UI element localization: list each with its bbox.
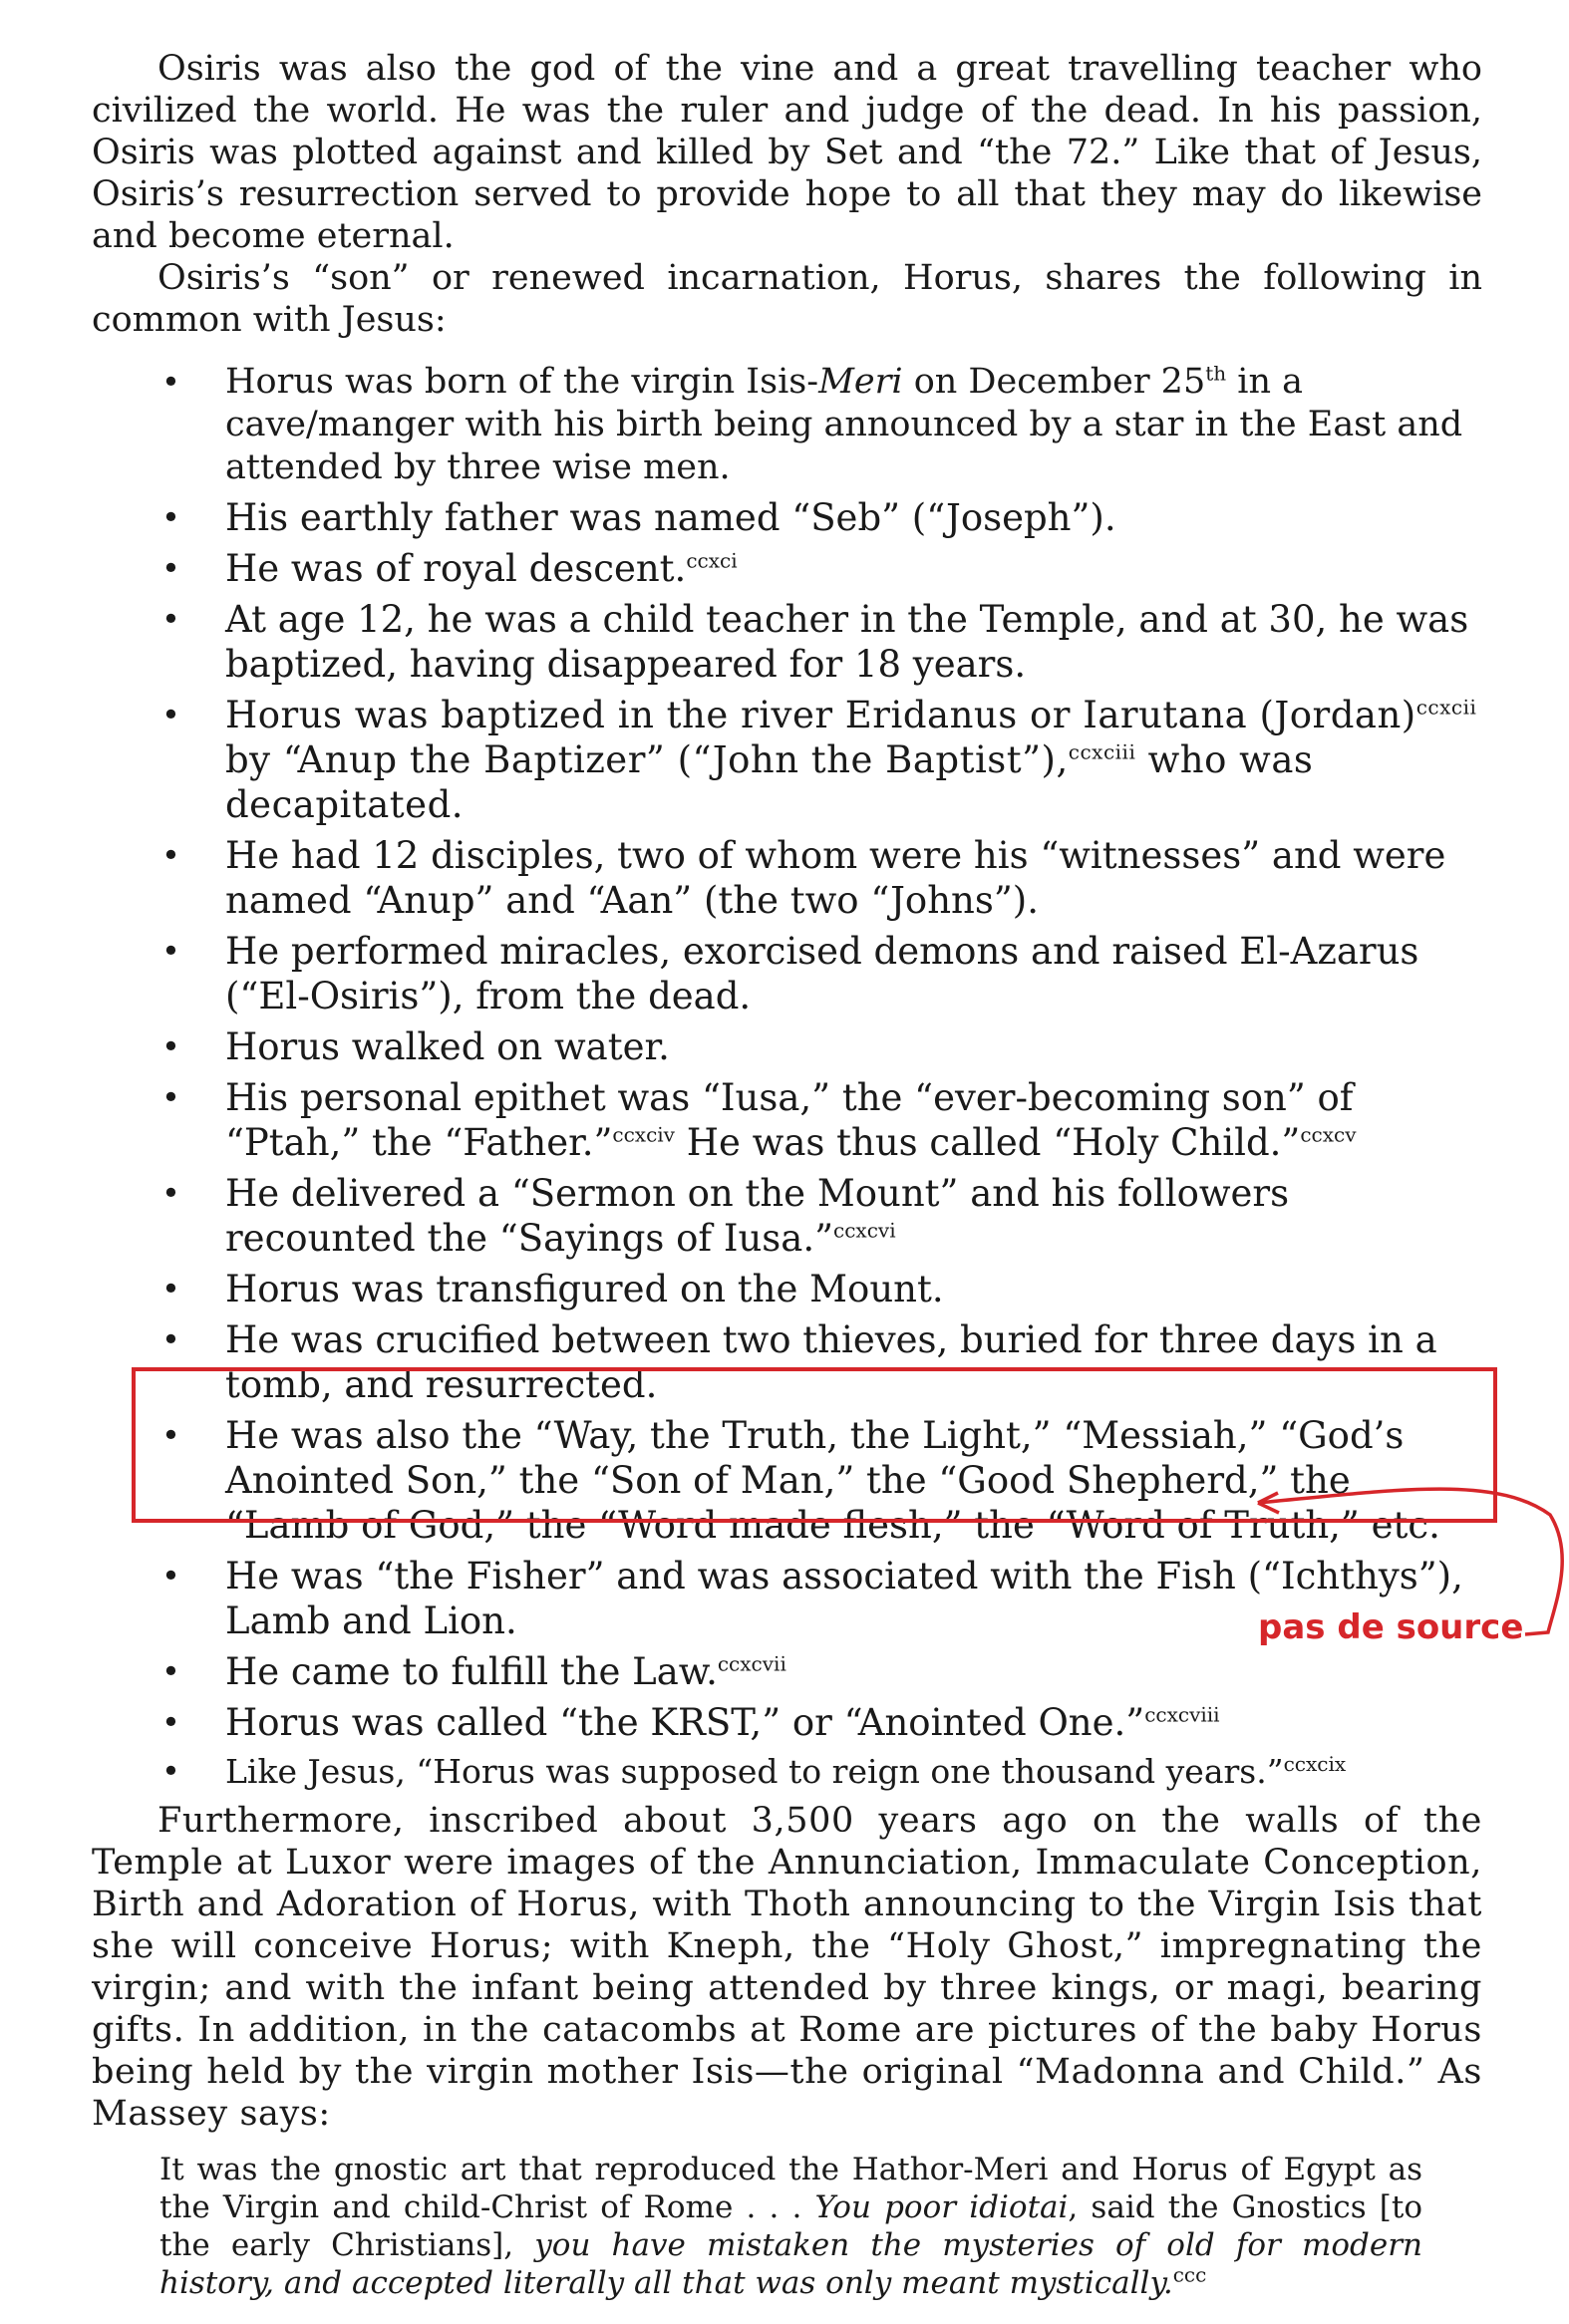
paragraph-osiris: Osiris was also the god of the vine and a great travelling teacher who civilized the world. He was the ruler and judge of the dead. In his passion, Osiris was plotted against and killed by Set and “the 72.” Like that of Jesus, Osiris’s resurrection served to provide hope to all that they may do likewise and become eternal. — [92, 49, 1482, 256]
list-item: • He was “the Fisher” and was associated with the Fish (“Ichthys”), Lamb and Lion. — [161, 1555, 1463, 1642]
list-item: • Horus was transfigured on the Mount. — [161, 1268, 944, 1310]
list-item-highlighted: • He was also the “Way, the Truth, the Light,” “Messiah,” “God’s Anointed Son,” the “Son of Man,” the “Good Shepherd,” the “Lamb of God,” the “Word made flesh,” the “Word of Truth,” etc. — [161, 1414, 1440, 1547]
bullet-icon: • — [161, 1703, 180, 1741]
paragraph-furthermore: Furthermore, inscribed about 3,500 years ago on the walls of the Temple at Luxor were images of the Annunciation, Immaculate Conception, Birth and Adoration of Horus, with Thoth announcing to the Virgin Isis that she will conceive Horus; with Kneph, the “Holy Ghost,” impregnating the virgin; and with the infant being attended by three kings, or magi, bearing gifts. In addition, in the catacombs at Rome are pictures of the baby Horus being held by the virgin mother Isis—the original “Madonna and Child.” As Massey says: — [92, 1801, 1482, 2134]
list-item: • He performed miracles, exorcised demons and raised El-Azarus (“El-Osiris”), from the dead. — [161, 930, 1419, 1017]
footnote-ref: ccxcvii — [717, 1651, 786, 1676]
block-quote: It was the gnostic art that reproduced the Hathor-Meri and Horus of Egypt as the Virgin and child-Christ of Rome . . . You poor idiotai, said the Gnostics [to the early Christians], you have mistaken the mysteries of old for modern history, and accepted literally all that was only meant mystically.$^{ccc}$ — [159, 2152, 1422, 2301]
list-item: • Like Jesus, “Horus was supposed to reign one thousand years.”$^{ccxcix}$ — [161, 1752, 1347, 1791]
bullet-icon: • — [161, 696, 181, 733]
bullet-icon: • — [161, 549, 180, 587]
list-item: • His personal epithet was “Iusa,” the “ever-becoming son” of “Ptah,” the “Father.”$^{ccxciv}$ He was thus called “Holy Child.”$^{ccxcv}$ — [161, 1076, 1357, 1164]
bullet-icon: • — [161, 1320, 180, 1358]
footnote-ref: ccxcviii — [1144, 1702, 1220, 1727]
list-item: • His earthly father was named “Seb” (“Joseph”). — [161, 496, 1116, 539]
bullet-icon: • — [161, 1557, 180, 1595]
annotation-label: pas de source — [1258, 1607, 1524, 1647]
list-item: • He was of royal descent.$^{ccxci}$ — [161, 547, 738, 590]
footnote-ref: ccxcvi — [833, 1218, 896, 1243]
list-item: • Horus walked on water. — [161, 1025, 670, 1068]
bullet-icon: • — [161, 1078, 180, 1116]
bullet-icon: • — [161, 498, 180, 536]
footnote-ref: ccxci — [686, 548, 738, 573]
footnote-ref: ccxcix — [1283, 1752, 1347, 1776]
bullet-icon: • — [161, 1174, 180, 1212]
bullet-icon: • — [161, 1416, 180, 1454]
footnote-ref: ccxcv — [1300, 1122, 1357, 1147]
footnote-ref: ccxciii — [1068, 739, 1136, 764]
list-item: • He had 12 disciples, two of whom were his “witnesses” and were named “Anup” and “Aan” (the two “Johns”). — [161, 834, 1446, 922]
list-item: • He delivered a “Sermon on the Mount” and his followers recounted the “Sayings of Iusa.”$^{ccxcvi}$ — [161, 1172, 1290, 1260]
list-item: • He came to fulfill the Law.$^{ccxcvii}$ — [161, 1650, 786, 1693]
list-item: • Horus was called “the KRST,” or “Anointed One.”$^{ccxcviii}$ — [161, 1701, 1220, 1744]
bullet-icon: • — [161, 932, 180, 970]
list-item: • He was crucified between two thieves, buried for three days in a tomb, and resurrected. — [161, 1318, 1437, 1406]
list-item: • Horus was baptized in the river Eridanus or Iarutana (Jordan)$^{ccxcii}$ by “Anup the Baptizer” (“John the Baptist”),$^{ccxciii}$ who was decapitated. — [161, 694, 1477, 826]
list-item: • Horus was born of the virgin Isis-Meri on December 25th in a cave/manger with his birth being announced by a star in the East and attended by three wise men. — [161, 361, 1463, 487]
footnote-ref: ccxcii — [1415, 695, 1477, 720]
bullet-icon: • — [161, 1027, 180, 1065]
bullet-icon: • — [161, 1752, 180, 1790]
bullet-icon: • — [161, 836, 180, 874]
list-item: • At age 12, he was a child teacher in the Temple, and at 30, he was baptized, having disappeared for 18 years. — [161, 598, 1469, 686]
bullet-icon: • — [161, 600, 180, 638]
bullet-icon: • — [161, 1652, 180, 1690]
paragraph-horus-intro: Osiris’s “son” or renewed incarnation, Horus, shares the following in common with Jesus: — [92, 258, 1482, 340]
bullet-icon: • — [161, 363, 180, 401]
footnote-ref: ccc — [1172, 2262, 1207, 2287]
footnote-ref: ccxciv — [612, 1122, 675, 1147]
bullet-icon: • — [161, 1270, 180, 1307]
